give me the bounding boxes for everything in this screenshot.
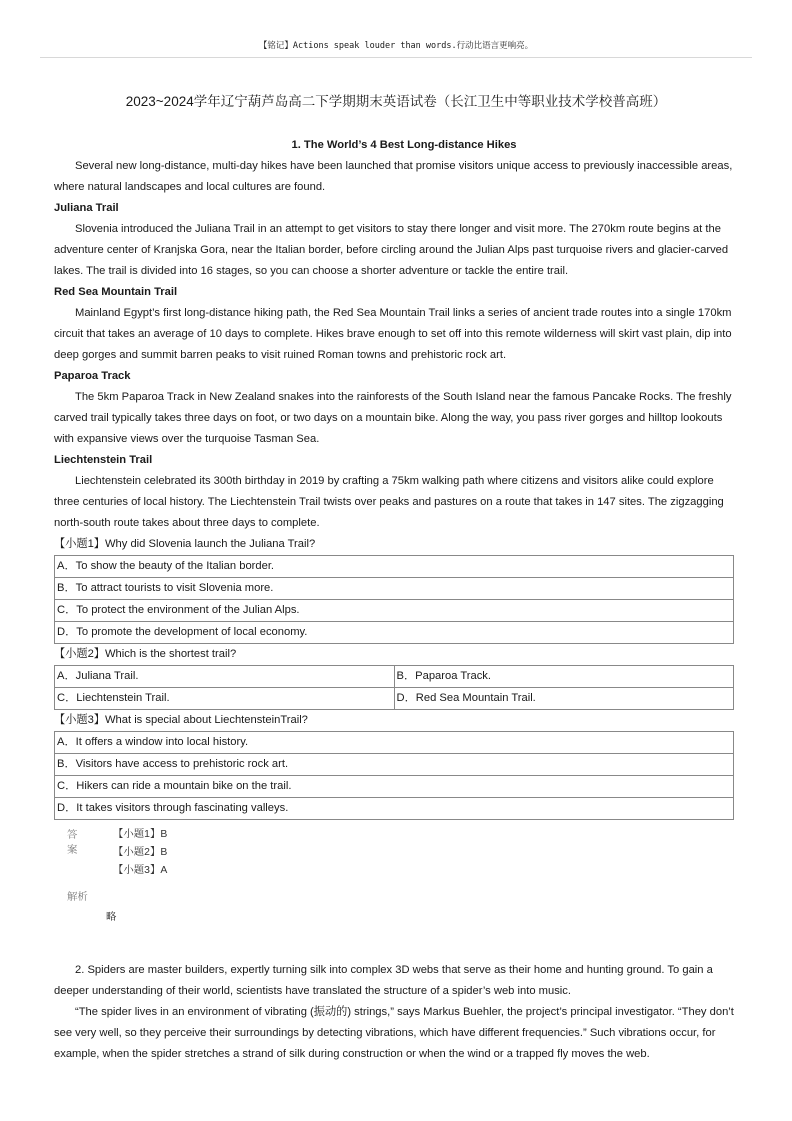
- option-d[interactable]: D．It takes visitors through fascinating valleys.: [55, 798, 734, 820]
- sub-question-1: 【小题1】Why did Slovenia launch the Juliana Trail?: [54, 538, 316, 550]
- section-paragraph: The 5km Paparoa Track in New Zealand snakes into the rainforests of the South Island near the famous Pancake Rocks. The freshly carved trail typically takes three days on foot, or two days on a mountain bike. Along the way, you pass river gorges and hilltop lookouts with expansive views over the turquoise Tasman Sea.: [54, 391, 732, 445]
- question-1: [54, 135, 734, 820]
- explanation-label: 解析: [67, 892, 88, 903]
- answer-label: 答案: [67, 830, 78, 856]
- option-a[interactable]: A．Juliana Trail.: [55, 666, 395, 688]
- explanation-text: 略: [106, 912, 117, 923]
- intro-paragraph: Several new long-distance, multi-day hikes have been launched that promise visitors unique access to previously inaccessible areas, where natural landscapes and local cultures are found.: [54, 160, 733, 193]
- section-heading: Paparoa Track: [54, 370, 131, 382]
- option-a[interactable]: A．To show the beauty of the Italian border.: [55, 556, 734, 578]
- section-paragraph: Mainland Egypt’s first long-distance hiking path, the Red Sea Mountain Trail links a series of ancient trade routes into a single 170km circuit that takes an average of 10 days to complete. Hikes brave enough to set off into this remote wilderness will skirt vast plain, dip into deep gorges and summit barren peaks to visit ruined Roman towns and prehistoric rock art.: [54, 307, 732, 361]
- option-a[interactable]: A．It offers a window into local history.: [55, 732, 734, 754]
- sub-question-1-options: [54, 555, 734, 644]
- answer-line: 【小题2】B: [113, 847, 168, 858]
- option-c[interactable]: C．Hikers can ride a mountain bike on the trail.: [55, 776, 734, 798]
- sub-question-3: 【小题3】What is special about LiechtensteinTrail?: [54, 714, 308, 726]
- section-paragraph: Liechtenstein celebrated its 300th birthday in 2019 by crafting a 75km walking path where citizens and visitors alike could explore three centuries of local history. The Liechtenstein Trail twists over peaks and pastures on a route that takes in 147 sites. The zigzagging north-south route takes about three days to complete.: [54, 475, 724, 529]
- question-2: [54, 960, 734, 1065]
- section-heading: Liechtenstein Trail: [54, 454, 153, 466]
- option-c[interactable]: C．To protect the environment of the Julian Alps.: [55, 600, 734, 622]
- sub-question-3-options: [54, 731, 734, 820]
- option-d[interactable]: D．To promote the development of local economy.: [55, 622, 734, 644]
- option-b[interactable]: B．Visitors have access to prehistoric rock art.: [55, 754, 734, 776]
- sub-question-2-options: [54, 665, 734, 710]
- question-1-title: 1. The World’s 4 Best Long-distance Hikes: [291, 139, 517, 151]
- answer-lines: [113, 826, 233, 880]
- option-c[interactable]: C．Liechtenstein Trail.: [55, 688, 395, 710]
- header-motto: 【铭记】Actions speak louder than words.行动比语言更响亮。: [258, 41, 534, 51]
- question-2-paragraph: “The spider lives in an environment of vibrating (振动的) strings,” says Markus Buehler, the project’s principal investigator. “They don’t see very well, so they perceive their surroundings by detecting vibrations, which have different frequencies.” Such vibrations occur, for example, when the spider stretches a strand of silk during construction or when the wind or a trapped fly moves the web.: [54, 1006, 734, 1060]
- option-b[interactable]: B．To attract tourists to visit Slovenia more.: [55, 578, 734, 600]
- option-b[interactable]: B．Paparoa Track.: [394, 666, 734, 688]
- question-2-paragraph: 2. Spiders are master builders, expertly turning silk into complex 3D webs that serve as their home and hunting ground. To gain a deeper understanding of their world, scientists have translated the structure of a spider’s web into music.: [54, 964, 713, 997]
- answer-line: 【小题3】A: [113, 865, 168, 876]
- answer-line: 【小题1】B: [113, 829, 168, 840]
- header-divider: [40, 57, 752, 58]
- option-d[interactable]: D．Red Sea Mountain Trail.: [394, 688, 734, 710]
- section-paragraph: Slovenia introduced the Juliana Trail in an attempt to get visitors to stay there longer and visit more. The 270km route begins at the adventure center of Kranjska Gora, near the Italian border, before circling around the Julian Alps past turquoise rivers and glacier-carved lakes. The trail is divided into 16 stages, so you can choose a shorter adventure or tackle the entire trail.: [54, 223, 729, 277]
- document-title: 2023~2024学年辽宁葫芦岛高二下学期期末英语试卷（长江卫生中等职业技术学校普高班）: [125, 94, 667, 109]
- section-heading: Red Sea Mountain Trail: [54, 286, 178, 298]
- section-heading: Juliana Trail: [54, 202, 119, 214]
- sub-question-2: 【小题2】Which is the shortest trail?: [54, 648, 237, 660]
